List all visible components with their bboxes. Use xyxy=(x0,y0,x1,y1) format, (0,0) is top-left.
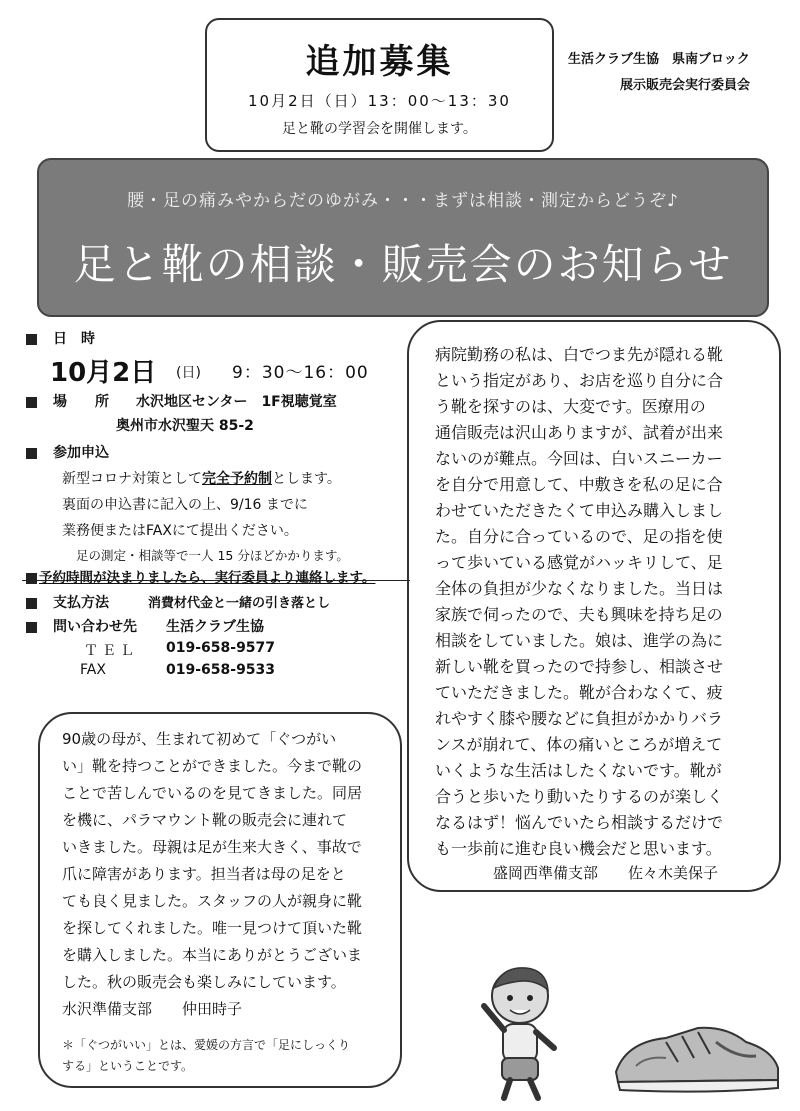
testimonial-line: ないのが難点。今回は、白いスニーカー xyxy=(435,449,723,468)
testimonial-line: を探してくれました。唯一見つけて頂いた靴 xyxy=(62,919,363,937)
testimonial-line: 病院勤務の私は、白でつま先が隠れる靴 xyxy=(435,345,724,364)
apply-line-1: 新型コロナ対策として完全予約制とします。 xyxy=(62,471,341,487)
testimonial-line: いくような生活はしたくないです。靴が xyxy=(435,761,722,780)
testimonial-line: ことで苦しんでいるのを見てきました。同居 xyxy=(62,784,363,802)
testimonial-line: 90歳の母が、生まれて初めて「ぐつがい xyxy=(62,730,337,748)
testimonial-line: 全体の負担が少なくなりました。当日は xyxy=(435,579,724,598)
testimonial-line: を自分で用意して、中敷きを私の足に合 xyxy=(435,475,723,494)
notice-line: 予約時間が決まりましたら、実行委員より連絡します。 xyxy=(26,566,375,586)
header-datetime: 10月2日（日）13：00〜13：30 xyxy=(248,92,511,110)
datetime-heading: 日 時 xyxy=(26,328,95,348)
tel-value: 019-658-9577 xyxy=(166,640,276,656)
testimonial-line: 相談をしていました。娘は、進学の為に xyxy=(435,631,724,650)
testimonial-line: う靴を探すのは、大変です。医療用の xyxy=(435,397,706,416)
testimonial-line: 新しい靴を買ったので持参し、相談させ xyxy=(435,657,724,676)
testimonial-line: い」靴を持つことができました。今まで靴の xyxy=(62,757,363,775)
organizer-line-1: 生活クラブ生協 県南ブロック xyxy=(568,52,750,67)
footnote-line-1: ＊「ぐつがいい」とは、愛媛の方言で「足にしっくり xyxy=(62,1038,351,1052)
testimonial-left xyxy=(38,712,402,1088)
apply-heading: 参加申込 xyxy=(26,442,109,462)
place-value: 水沢地区センター 1F視聴覚室 xyxy=(136,394,337,410)
apply-line-2: 裏面の申込書に記入の上、9/16 までに xyxy=(62,497,308,513)
footnote-line-2: する」ということです。 xyxy=(62,1059,194,1073)
testimonial-line: した。秋の販売会も楽しみにしています。 xyxy=(62,973,346,991)
apply-line-4: 足の測定・相談等で一人 15 分ほどかかります。 xyxy=(76,548,349,563)
tel-label: ＴＥＬ xyxy=(84,643,138,659)
testimonial-line: を機に、パラマウント靴の販売会に連れて xyxy=(62,811,348,829)
testimonial-line: ンスが崩れて、体の痛いところが増えて xyxy=(435,735,723,754)
header-note: 足と靴の学習会を開催します。 xyxy=(282,121,477,137)
bullet-square-icon xyxy=(26,448,37,459)
testimonial-line: れやすく膝や腰などに負担がかかりバラ xyxy=(435,709,724,728)
bullet-square-icon xyxy=(26,573,37,584)
testimonial-right xyxy=(407,320,781,892)
sneakers-icon xyxy=(606,1002,786,1097)
testimonial-line: 通信販売は沢山ありますが、試着が出来 xyxy=(435,423,724,442)
contact-heading: 問い合わせ先 xyxy=(26,616,137,636)
event-time: 9：30〜16：00 xyxy=(232,363,369,383)
page-title: 追加募集 xyxy=(305,42,454,82)
bullet-square-icon xyxy=(26,598,37,609)
place-address: 奥州市水沢聖天 85-2 xyxy=(116,418,254,434)
testimonial-line: わせていただきたくて申込み購入しまし xyxy=(435,501,724,520)
testimonial-signature: 盛岡西準備支部 佐々木美保子 xyxy=(493,864,719,882)
banner-subtitle: 腰・足の痛みやからだのゆがみ・・・まずは相談・測定からどうぞ♪ xyxy=(127,191,679,211)
testimonial-line: も一歩前に進む良い機会だと思います。 xyxy=(435,839,722,858)
child-icon xyxy=(470,958,570,1108)
testimonial-line: を購入しました。本当にありがとうございま xyxy=(62,946,363,964)
testimonial-line: 爪に障害があります。担当者は母の足をと xyxy=(62,865,346,883)
testimonial-signature: 水沢準備支部 仲田時子 xyxy=(62,1000,243,1018)
testimonial-line: 家族で伺ったので、夫も興味を持ち足の xyxy=(435,605,723,624)
bullet-square-icon xyxy=(26,334,37,345)
payment-heading: 支払方法 xyxy=(26,592,109,612)
event-banner xyxy=(37,158,769,317)
payment-value: 消費材代金と一緒の引き落とし xyxy=(148,596,331,611)
contact-org: 生活クラブ生協 xyxy=(166,619,264,635)
header-box xyxy=(205,18,554,152)
apply-line-3: 業務便またはFAXにて提出ください。 xyxy=(62,523,298,539)
testimonial-line: という指定があり、お店を巡り自分に合 xyxy=(435,371,724,390)
testimonial-line: 合うと歩いたり動いたりするのが楽しく xyxy=(435,787,724,806)
event-weekday: (日) xyxy=(176,365,201,381)
fax-value: 019-658-9533 xyxy=(166,662,276,678)
testimonial-line: ても良く見ました。スタッフの人が親身に靴 xyxy=(62,892,363,910)
testimonial-line: ていただきました。靴が合わなくて、疲 xyxy=(435,683,723,702)
full-reservation-emphasis: 完全予約制 xyxy=(202,471,272,487)
testimonial-line: た。自分に合っているので、足の指を使 xyxy=(435,527,723,546)
testimonial-line: なるはず！悩んでいたら相談するだけで xyxy=(435,813,724,832)
testimonial-line: って歩いている感覚がハッキリして、足 xyxy=(435,553,723,572)
place-heading: 場 所 xyxy=(26,391,109,411)
fax-label: FAX xyxy=(80,662,106,678)
banner-title: 足と靴の相談・販売会のお知らせ xyxy=(73,240,733,289)
bullet-square-icon xyxy=(26,397,37,408)
divider xyxy=(22,580,410,581)
event-date: 10月2日 xyxy=(50,358,157,388)
organizer-line-2: 展示販売会実行委員会 xyxy=(620,78,751,93)
testimonial-line: いきました。母親は足が生来大きく、事故で xyxy=(62,838,362,856)
bullet-square-icon xyxy=(26,622,37,633)
